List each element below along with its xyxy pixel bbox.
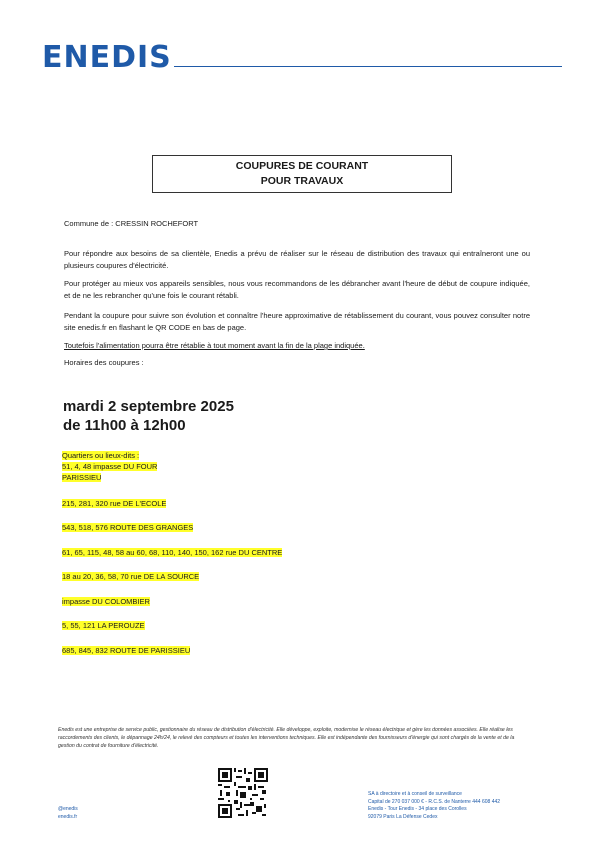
address-line: SA à directoire et à conseil de surveillance <box>368 791 462 797</box>
early-restore-note: Toutefois l'alimentation pourra être rétablie à tout moment avant la fin de la plage indiquée. <box>64 341 365 350</box>
website-link[interactable]: enedis.fr <box>58 813 78 820</box>
commune-line: Commune de : CRESSIN ROCHEFORT <box>64 219 199 228</box>
footer-links <box>58 806 78 821</box>
address-item: 685, 845, 832 ROUTE DE PARISSIEU <box>62 646 191 655</box>
address-item: 61, 65, 115, 48, 58 au 60, 68, 110, 140, 150, 162 rue DU CENTRE <box>62 548 283 557</box>
protection-paragraph: Pour protéger au mieux vos appareils sensibles, nous vous recommandons de les débrancher avant l'heure de début de coupure indiquée, et de ne les rebrancher qu'une fois le courant rétabli. <box>64 279 530 300</box>
social-handle[interactable]: @enedis <box>58 806 78 812</box>
quartiers-block <box>62 450 157 483</box>
address-item: 5, 55, 121 LA PEROUZE <box>62 621 145 630</box>
address-row <box>62 597 150 606</box>
outage-time: de 11h00 à 12h00 <box>63 417 186 434</box>
address-row <box>62 523 193 532</box>
address-row <box>62 499 166 508</box>
address-item: 18 au 20, 36, 58, 70 rue DE LA SOURCE <box>62 572 200 581</box>
quartiers-label: Quartiers ou lieux-dits : <box>62 451 140 460</box>
title-line-1: COUPURES DE COURANT <box>235 160 369 172</box>
address-row <box>62 572 199 581</box>
address-item: 51, 4, 48 impasse DU FOUR <box>62 462 158 471</box>
address-item: 215, 281, 320 rue DE L'ECOLE <box>62 499 167 508</box>
address-row <box>62 621 145 630</box>
address-item: impasse DU COLOMBIER <box>62 597 150 606</box>
legal-notice: Enedis est une entreprise de service public, gestionnaire du réseau de distribution d'électricité. Elle développe, exploite, modernise le réseau électrique et gère les données associées. Elle réalise les raccordements des clients, le dépannage 24h/24, le relevé des compteurs et toutes les interventions techniques. Elle est indépendante des fournisseurs d'énergie qui sont chargés de la vente et de la gestion du contrat de fourniture d'électricité. <box>58 727 515 749</box>
title-line-2: POUR TRAVAUX <box>260 175 344 187</box>
notice-title-box <box>152 155 452 193</box>
address-row <box>62 646 190 655</box>
company-address <box>368 791 500 821</box>
address-item: 543, 518, 576 ROUTE DES GRANGES <box>62 523 194 532</box>
qr-code-icon[interactable] <box>218 768 268 818</box>
address-line: 92079 Paris La Défense Cedex <box>368 813 438 820</box>
address-item: PARISSIEU <box>62 473 102 482</box>
horaires-label: Horaires des coupures : <box>64 358 144 367</box>
address-line: Enedis - Tour Enedis - 34 place des Corolles <box>368 806 467 813</box>
outage-date: mardi 2 septembre 2025 <box>63 398 234 415</box>
enedis-logo: ENEDIS <box>42 40 172 75</box>
address-line: Capital de 270 037 000 € - R.C.S. de Nanterre 444 608 442 <box>368 798 501 805</box>
tracking-paragraph: Pendant la coupure pour suivre son évolution et connaître l'heure approximative de rétablissement du courant, vous pouvez consulter notre site enedis.fr en flashant le QR CODE en bas de page. <box>64 311 530 332</box>
header-rule <box>174 66 562 67</box>
intro-paragraph: Pour répondre aux besoins de sa clientèle, Enedis a prévu de réaliser sur le réseau de distribution des travaux qui entraîneront une ou plusieurs coupures d'électricité. <box>64 249 530 270</box>
address-row <box>62 548 282 557</box>
